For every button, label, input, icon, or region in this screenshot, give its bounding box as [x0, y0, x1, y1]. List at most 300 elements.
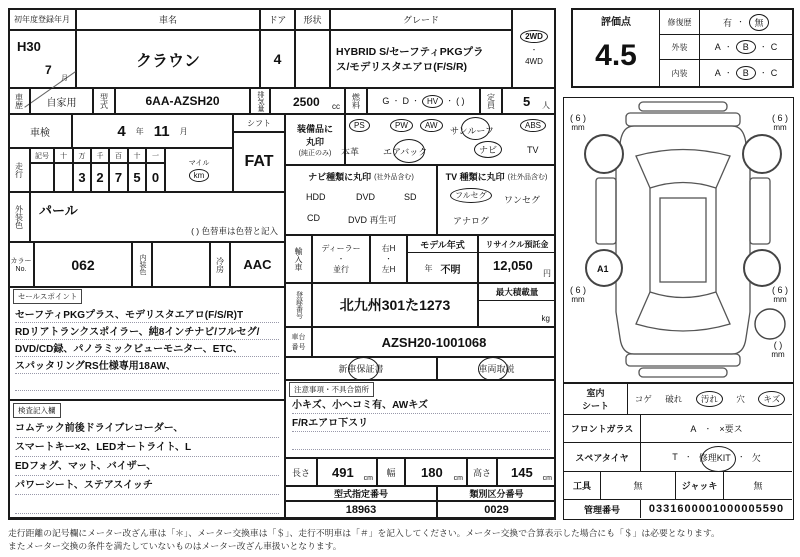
equip-airbag: エアバック	[383, 147, 428, 157]
exterior-b-circled: B	[736, 40, 756, 54]
sales-line	[15, 357, 279, 374]
footer-line-2: またメーター交換の条件を満たしていないものはメーター改ざん車扱いとなります。	[8, 541, 342, 551]
col-h3: 百	[115, 152, 122, 160]
col-h2: 千	[96, 152, 104, 160]
inspection-value	[72, 114, 233, 148]
inspector-line-0: コムテック前後ドライブレコーダー、	[15, 423, 184, 434]
fuel-dot2: ・	[411, 98, 419, 105]
grade-value	[330, 30, 512, 88]
mileage-digit	[109, 163, 128, 192]
tire-rr-value: ( 6 )	[771, 285, 788, 295]
tire-fl-unit: mm	[571, 123, 585, 132]
shape-label: 形状	[303, 14, 322, 25]
windshield-x: ×要ス	[719, 424, 743, 434]
equip-navi-circled: ナビ	[474, 141, 502, 158]
cautions-label-text: 注意事項・不具合箇所	[294, 385, 369, 394]
inspector-line-empty	[15, 495, 279, 514]
caution-line	[292, 414, 550, 432]
tools-label-text: 工具	[572, 481, 591, 491]
displacement-unit: cc	[332, 102, 340, 111]
col-h5: 一	[152, 152, 159, 160]
car-name-text: クラウン	[135, 52, 200, 70]
model-code-label-text: 型式	[99, 93, 109, 109]
recycle-label: リサイクル預託金	[485, 239, 549, 249]
sales-line-1: RDリアトランクスポイラー、純8インチナビ/フルセグ/	[15, 327, 260, 338]
registration-label	[285, 283, 312, 327]
history-text: 自家用	[46, 97, 77, 109]
mileage-col-header	[54, 148, 73, 163]
door-header	[260, 8, 295, 30]
management-number-label-text: 管理番号	[583, 504, 620, 515]
score-panel	[571, 8, 794, 88]
nav-cd: CD	[307, 213, 320, 223]
interior-c: C	[770, 68, 778, 78]
height-value	[497, 458, 556, 486]
shift-header	[233, 114, 285, 132]
history-label-text: 車歴	[14, 93, 24, 109]
tv-type-label: TV 種類に丸印	[445, 172, 505, 182]
interior-color-value	[152, 242, 210, 287]
interior-grade-row	[660, 60, 792, 86]
seat-burn: コゲ	[634, 394, 652, 404]
grade-header	[330, 8, 512, 30]
interior-color-label-text: 内装色	[139, 254, 146, 275]
circle-mark-sunroof	[461, 117, 490, 140]
model-year-value: 不明	[440, 264, 461, 276]
fuel-dot3: ・	[446, 98, 454, 105]
repair-dot: ・	[737, 19, 744, 26]
car-name-value	[76, 30, 260, 88]
capacity-label	[480, 88, 502, 114]
nav-type-label-sub: (社外品含む)	[374, 173, 414, 181]
digit5: 0	[151, 170, 160, 185]
import-dealer-cell	[312, 235, 370, 283]
footer-line-1: 走行距離の記号欄にメーター改ざん車は「＊」、メーター交換車は「＄」、走行不明車は「＃」を記入してください。メーター交換で合算表示した場合にも「＄」は必要となります。	[8, 528, 720, 538]
height-label-text: 高さ	[472, 467, 491, 478]
jack-label-text: ジャッキ	[681, 481, 718, 491]
fuel-dot1: ・	[392, 98, 400, 105]
classification-label: 類別区分番号	[469, 489, 524, 499]
import-label	[285, 235, 312, 283]
seat-tear: 破れ	[665, 394, 683, 404]
drive-type-cell	[512, 8, 556, 88]
digit1: 3	[78, 170, 86, 185]
body-color-note: ( ) 色替車は色替と記入	[191, 226, 278, 236]
interior-a: A	[714, 68, 721, 78]
fuel-diesel: D	[402, 96, 409, 106]
seat-hole: 穴	[736, 394, 745, 404]
nav-sd: SD	[404, 192, 417, 202]
inspector-notes-label-text: 検査記入欄	[18, 406, 56, 415]
windshield-dot: ・	[704, 425, 712, 433]
jack-value	[724, 472, 792, 499]
length-unit: cm	[363, 475, 373, 482]
equip-ps-circled: PS	[349, 119, 370, 132]
grade-label: グレード	[402, 14, 439, 25]
equip-leather: 本革	[341, 147, 360, 157]
color-no-label1: カラー	[10, 258, 32, 265]
tools-row	[564, 472, 792, 500]
model-year-header	[408, 236, 477, 253]
fuel-label-text: 燃料	[351, 93, 361, 109]
drive-dot: ・	[530, 47, 538, 54]
repair-yes: 有	[722, 17, 732, 28]
circle-mark-warranty	[348, 357, 379, 381]
height-unit: cm	[542, 475, 552, 482]
shift-value	[233, 132, 285, 192]
inspector-line	[15, 457, 279, 476]
seat-stain-circled: 汚れ	[696, 391, 723, 407]
exterior-c: C	[770, 42, 778, 52]
mileage-digit	[73, 163, 91, 192]
nav-dvd: DVD	[356, 192, 376, 202]
history-value	[30, 88, 93, 114]
tv-analog: アナログ	[453, 216, 490, 226]
circle-mark-airbag	[393, 139, 425, 163]
caution-line-1: F/Rエアロ下スリ	[292, 418, 369, 429]
mileage-symbol-header	[30, 148, 54, 163]
interior-b-circled: B	[736, 66, 756, 80]
spare-tire-label-text: スペアタイヤ	[575, 452, 629, 463]
handle-cell	[370, 235, 407, 283]
body-color-label	[8, 192, 30, 242]
fuel-paren: ( )	[456, 96, 465, 106]
car-diagram-box	[563, 97, 794, 383]
tv-type-cell	[437, 165, 556, 235]
chassis-label	[285, 327, 312, 357]
color-no-value	[34, 242, 132, 287]
nav-type-label: ナビ種類に丸印	[308, 172, 372, 182]
interior-grade-value	[700, 60, 792, 86]
registration-value	[312, 283, 478, 327]
fuel-options	[367, 88, 480, 114]
seat-label	[564, 384, 628, 414]
recycle-unit: 円	[543, 269, 551, 278]
shape-header	[295, 8, 330, 30]
car-top-view-diagram	[564, 98, 792, 381]
inspector-notes-cell	[8, 400, 285, 518]
exterior-a: A	[714, 42, 721, 52]
import-parallel: 並行	[333, 265, 349, 274]
sales-line-empty	[15, 374, 279, 391]
handle-left: 左H	[381, 265, 396, 274]
grade-line1: HYBRID S/セーフティPKGプラ	[336, 46, 484, 58]
tools-value	[601, 472, 676, 499]
cautions-label	[289, 382, 374, 397]
interior-color-label	[132, 242, 152, 287]
spare-repair-kit: 修理KIT	[698, 452, 731, 463]
tire-fl-value: ( 6 )	[569, 113, 586, 123]
col-h4: 十	[133, 152, 141, 160]
repair-no-circled: 無	[749, 14, 769, 31]
model-code-text: 6AA-AZSH20	[145, 94, 220, 108]
grade-line2: ス/モデリスタエアロ(F/S/R)	[336, 61, 468, 73]
col-h1: 万	[78, 152, 86, 160]
recycle-value: 12,050	[493, 258, 533, 273]
recycle-header	[479, 236, 555, 253]
door-label: ドア	[268, 14, 287, 25]
mileage-digit	[128, 163, 146, 192]
nav-dvd-play: DVD 再生可	[348, 215, 397, 225]
inspector-line-2: EDフォグ、マット、バイザー、	[15, 461, 157, 472]
import-label-text: 輸入車	[294, 247, 303, 271]
mileage-label	[8, 148, 30, 192]
mileage-col-header	[91, 148, 109, 163]
equipment-label3: (純正のみ)	[298, 149, 332, 157]
mileage-col-header	[146, 148, 165, 163]
seat-scratch-circled: キズ	[758, 391, 785, 407]
max-load-label: 最大積載量	[495, 287, 539, 297]
body-color-label-text: 外装色	[14, 205, 24, 229]
length-value	[317, 458, 377, 486]
color-no-text: 062	[71, 256, 95, 273]
tire-depth-front-left	[564, 113, 592, 132]
sales-line-0: セーフティPKGプラス、モデリスタエアロ(F/S/R)T	[15, 310, 244, 321]
fuel-gasoline: G	[382, 96, 390, 106]
jack-text: 無	[753, 481, 763, 491]
inspection-year: 4	[117, 122, 126, 140]
manual-text: 車両取説	[478, 364, 515, 374]
sales-line	[15, 340, 279, 357]
spare-tire-label	[564, 443, 641, 471]
displacement-label	[250, 88, 270, 114]
color-no-label	[8, 242, 34, 287]
chassis-text: AZSH20-1001068	[381, 334, 487, 350]
inspector-line	[15, 476, 279, 495]
tire-rl-value: ( 6 )	[569, 285, 586, 295]
displacement-text: 2500	[293, 95, 320, 109]
history-label	[8, 88, 30, 114]
score-label-text: 評価点	[601, 16, 631, 28]
classification-text: 0029	[484, 503, 509, 516]
registration-label-text: 登録番号	[295, 291, 303, 319]
tire-depth-spare	[764, 340, 792, 359]
mileage-digit	[54, 163, 73, 192]
classification-value	[437, 501, 556, 518]
displacement-label-text: 排気量	[257, 90, 264, 112]
score-value	[573, 30, 659, 82]
import-dot2: ・	[385, 256, 392, 263]
mileage-digit	[91, 163, 109, 192]
sales-points-cell	[8, 287, 285, 400]
inspection-label-text: 車検	[30, 127, 50, 139]
reg-month-unit: 月	[61, 75, 68, 82]
equipment-label1: 装備品に	[296, 123, 333, 134]
reg-date-header	[8, 8, 76, 30]
spare-t: T	[672, 452, 678, 462]
inspection-month: 11	[153, 122, 170, 140]
inspection-month-unit: 月	[179, 126, 188, 136]
color-no-label2: No.	[15, 266, 27, 273]
spare-tire-row	[564, 443, 792, 472]
repair-row	[660, 10, 792, 35]
model-code-value	[115, 88, 250, 114]
dot: ・	[724, 70, 732, 77]
registration-text: 北九州301た1273	[339, 297, 451, 313]
dot: ・	[759, 44, 767, 51]
seat-row	[564, 384, 792, 415]
equip-tv: TV	[527, 145, 539, 155]
car-name-label: 車名	[158, 14, 177, 25]
inspector-line-1: スマートキー×2、LEDオートライト、L	[15, 442, 192, 453]
model-year-cell	[407, 235, 478, 283]
mileage-col-header	[73, 148, 91, 163]
max-load-unit: kg	[541, 314, 550, 323]
sales-points-label	[13, 289, 82, 304]
dot: ・	[759, 70, 767, 77]
spare-missing: 欠	[751, 452, 761, 463]
mileage-symbol-value	[30, 163, 54, 192]
repair-label: 修復歴	[660, 10, 700, 34]
handle-right: 右H	[381, 244, 396, 253]
import-dealer: ディーラー	[321, 244, 361, 253]
classification-header	[437, 486, 556, 501]
mileage-col-header	[128, 148, 146, 163]
tire-fr-unit: mm	[773, 123, 787, 132]
windshield-label-text: フロントガラス	[570, 424, 634, 434]
capacity-unit: 人	[542, 101, 550, 110]
circle-mark-manual	[478, 357, 508, 381]
mile-unit: マイル	[188, 160, 210, 167]
body-color-value: パール	[39, 203, 78, 218]
type-designation-text: 18963	[345, 503, 377, 516]
recycle-cell	[478, 235, 556, 283]
inspector-line	[15, 419, 279, 438]
col-h0: 十	[60, 152, 67, 160]
equip-abs-circled: ABS	[520, 119, 546, 132]
ac-label	[210, 242, 230, 287]
tire-spare-unit: mm	[771, 350, 785, 359]
mileage-unit-cell	[165, 148, 233, 192]
door-value	[260, 30, 295, 88]
width-text: 180	[421, 465, 443, 480]
inspection-year-unit: 年	[135, 126, 144, 136]
width-value	[405, 458, 467, 486]
tire-spare-value: ( )	[773, 340, 783, 350]
inspector-line	[15, 438, 279, 457]
score-value-text: 4.5	[595, 39, 637, 72]
car-name-header	[76, 8, 260, 30]
km-unit-circled: km	[189, 169, 210, 182]
ac-label-text: 冷房	[215, 256, 225, 273]
shape-value	[295, 30, 330, 88]
digit2: 2	[96, 170, 104, 185]
tools-label	[564, 472, 601, 499]
max-load-header	[479, 284, 555, 301]
tv-oneseg: ワンセグ	[504, 195, 541, 205]
management-number-label	[564, 500, 641, 518]
caution-line	[292, 396, 550, 414]
drive-4wd: 4WD	[525, 57, 543, 66]
sales-line	[15, 306, 279, 323]
tire-fr-value: ( 6 )	[771, 113, 788, 123]
capacity-value	[502, 88, 556, 114]
type-designation-label: 型式指定番号	[333, 489, 388, 499]
tire-depth-rear-right	[766, 285, 794, 304]
score-cell	[573, 10, 660, 86]
fuel-label	[345, 88, 367, 114]
sales-line	[15, 323, 279, 340]
seat-items	[628, 384, 792, 414]
tv-fullseg-circled: フルセグ	[450, 188, 492, 203]
repair-value	[700, 10, 792, 34]
nav-hdd: HDD	[306, 192, 326, 202]
import-dot1: ・	[337, 256, 345, 263]
width-label-text: 幅	[386, 467, 396, 478]
width-unit: cm	[453, 475, 463, 482]
equipment-label-cell	[285, 114, 345, 165]
reg-date-value-cell	[8, 30, 76, 88]
max-load-cell	[478, 283, 556, 327]
ac-value	[230, 242, 285, 287]
exterior-grade-row	[660, 35, 792, 60]
nav-type-cell	[285, 165, 437, 235]
shift-label-text: シフト	[247, 118, 271, 128]
footer-note	[8, 527, 794, 553]
digit4: 5	[133, 170, 141, 185]
equip-aw-circled: AW	[420, 119, 443, 132]
height-label	[467, 458, 497, 486]
sales-points-label-text: セールスポイント	[18, 292, 78, 301]
tire-depth-front-right	[766, 113, 794, 132]
spare-dot1: ・	[684, 454, 692, 461]
jack-label	[676, 472, 724, 499]
warranty-text: 新車保証書	[338, 364, 384, 374]
model-year-unit: 年	[424, 263, 433, 273]
exterior-grade-value	[700, 35, 792, 59]
reg-year-value: H30	[17, 39, 41, 54]
dot: ・	[724, 44, 732, 51]
condition-table	[563, 383, 794, 520]
digit3: 7	[114, 170, 123, 185]
windshield-value	[641, 415, 792, 442]
caution-line-0: 小キズ、小ヘコミ有、AWキズ	[292, 400, 429, 411]
door-text: 4	[273, 51, 282, 67]
damage-mark-a1: A1	[597, 264, 609, 274]
seat-label2: シート	[581, 401, 609, 411]
exterior-grade-label: 外装	[660, 35, 700, 59]
equipment-label2: 丸印	[305, 136, 324, 147]
length-label	[285, 458, 317, 486]
mileage-col-header	[109, 148, 128, 163]
chassis-label-text: 車台番号	[291, 334, 306, 351]
sales-line-3: スパッタリングRS仕様専用18AW、	[15, 361, 176, 372]
inspector-line-3: パワーシート、ステアスイッチ	[15, 480, 153, 491]
windshield-row	[564, 415, 792, 443]
chassis-value	[312, 327, 556, 357]
sales-line-2: DVD/CD録、パノラミックビューモニター、ETC、	[15, 344, 243, 355]
windshield-label	[564, 415, 641, 442]
cautions-cell	[285, 380, 556, 458]
windshield-a: A	[690, 423, 697, 434]
inspector-notes-label	[13, 403, 61, 418]
reg-month-value: 7	[45, 63, 52, 77]
score-header	[573, 10, 659, 30]
capacity-text: 5	[523, 94, 531, 109]
mileage-symbol-text: 記号	[35, 152, 49, 160]
model-code-label	[93, 88, 115, 114]
management-number-text: 0331600001000005590	[648, 503, 785, 515]
circle-mark-repair-kit	[698, 446, 736, 472]
management-number-value	[641, 500, 792, 518]
interior-grade-label: 内装	[660, 60, 700, 86]
ac-text: AAC	[243, 257, 272, 272]
model-year-label: モデル年式	[420, 239, 465, 250]
capacity-label-text: 定員	[486, 93, 496, 109]
fuel-hv-circled: HV	[422, 95, 443, 108]
tv-type-label-sub: (社外品含む)	[507, 173, 548, 181]
displacement-value	[270, 88, 345, 114]
